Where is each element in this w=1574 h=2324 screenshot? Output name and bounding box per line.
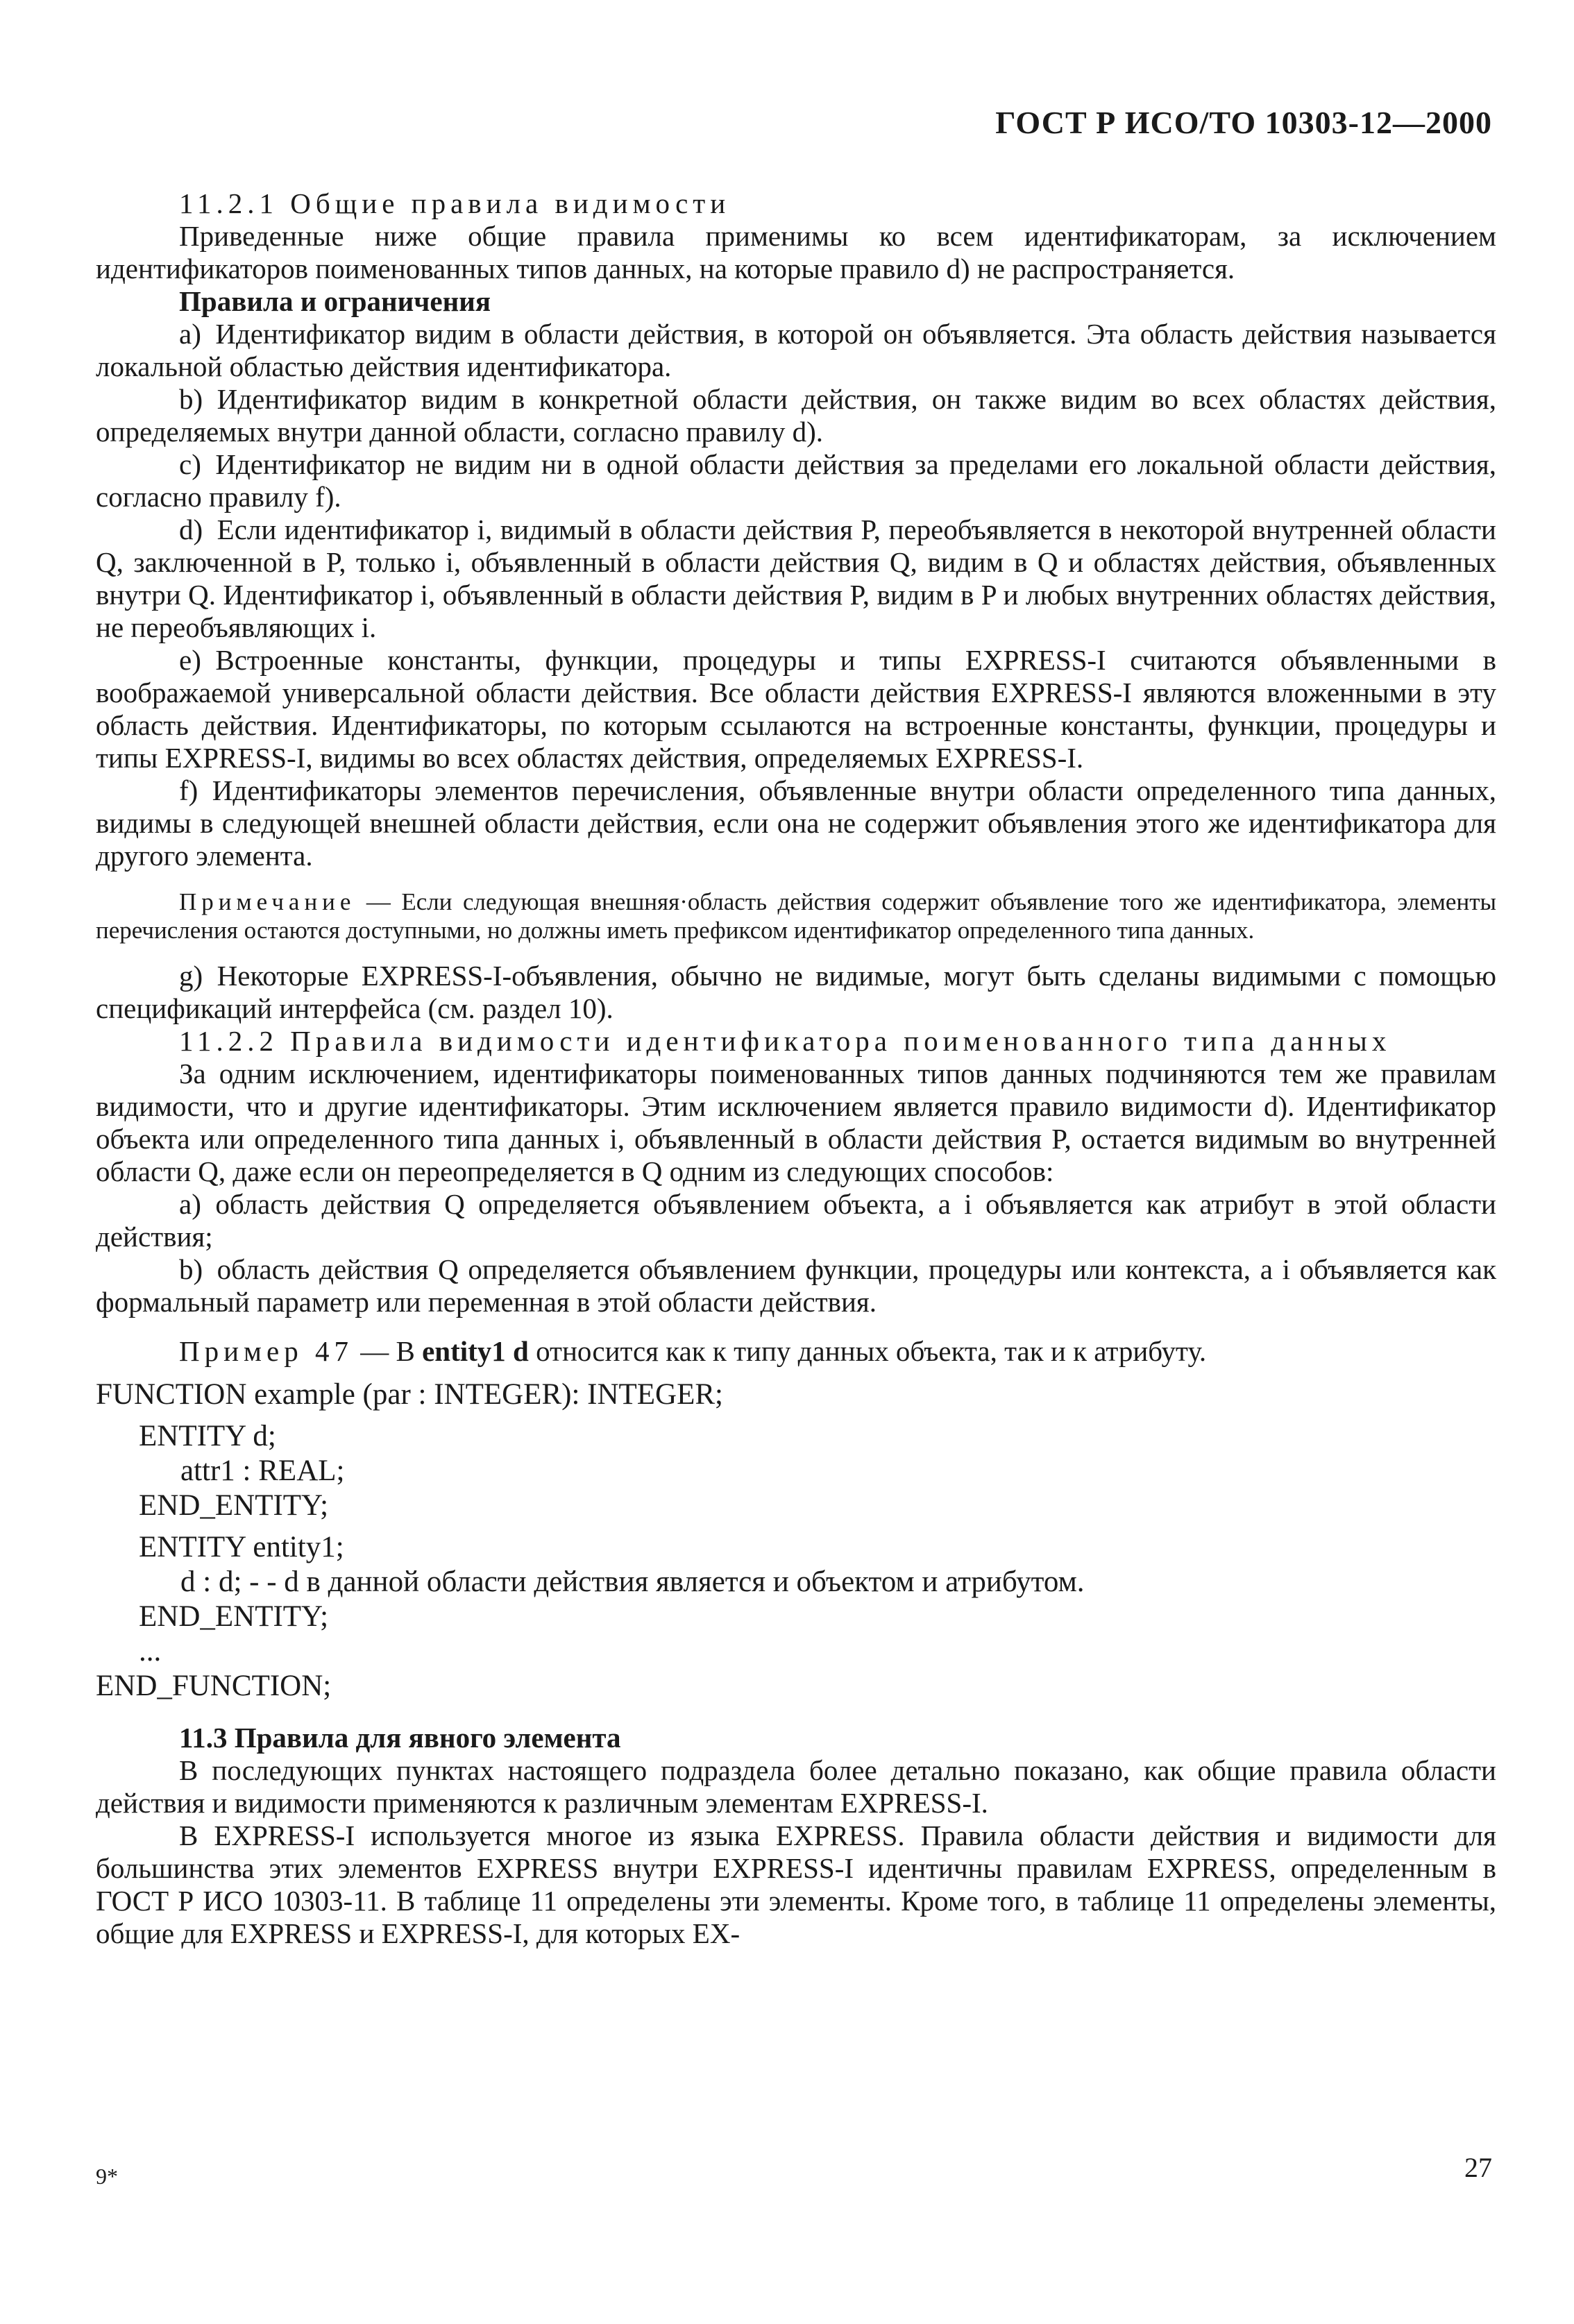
section-heading-11-3: 11.3 Правила для явного элемента <box>179 1722 621 1754</box>
note-paragraph <box>96 888 1496 944</box>
footer-sheet-mark: 9* <box>96 2164 118 2189</box>
document-header: ГОСТ Р ИСО/ТО 10303-12—2000 <box>995 105 1492 140</box>
code-line-function: FUNCTION example (par : INTEGER): INTEGER; <box>96 1378 723 1411</box>
section-intro: Приведенные ниже общие правила применимы ко всем идентификаторам, за исключением идентификаторов поименованных типов данных, на которые правило d) не распространяется. <box>96 220 1496 285</box>
code-line-entity-d: ENTITY d; <box>139 1420 276 1452</box>
section-11-2-2-item-b: b) область действия Q определяется объявлением функции, процедуры или контекста, а i объявляется как формальный параметр или переменная в этой области действия. <box>96 1253 1496 1318</box>
code-line-end-function: END_FUNCTION; <box>96 1670 332 1702</box>
code-line-ellipsis: ... <box>139 1635 162 1668</box>
section-heading-11-2-1: 11.2.1 Общие правила видимости <box>179 187 731 219</box>
example-label: Пример 47 <box>179 1335 353 1367</box>
code-line-d-d: d : d; - - d в данной области действия является и объектом и атрибутом. <box>180 1566 1085 1598</box>
rule-b: b) Идентификатор видим в конкретной области действия, он также видим во всех областях действия, определяемых внутри данной области, согласно правилу d). <box>96 383 1496 448</box>
code-line-end-entity-2: END_ENTITY; <box>139 1600 329 1633</box>
code-line-entity-entity1: ENTITY entity1; <box>139 1531 344 1563</box>
rule-d: d) Если идентификатор i, видимый в области действия P, переобъявляется в некоторой внутренней области Q, заключенной в P, только i, объявленный в области действия Q, видим в Q и областях действия, объявленных внутри Q. Идентификатор i, объявленный в области действия P, видим в P и любых внутренних областях действия, не переобъявляющих i. <box>96 514 1496 643</box>
example-text-before: — В <box>353 1335 423 1367</box>
rules-heading: Правила и ограничения <box>179 285 491 317</box>
note-label: Примечание <box>179 888 356 915</box>
page-number: 27 <box>1464 2152 1492 2183</box>
rule-g: g) Некоторые EXPRESS-I-объявления, обычно не видимые, могут быть сделаны видимыми с помощью спецификаций интерфейса (см. раздел 10). <box>96 960 1496 1024</box>
section-11-3-paragraph-1: В последующих пунктах настоящего подраздела более детально показано, как общие правила области действия и видимости применяются к различным элементам EXPRESS-I. <box>96 1754 1496 1819</box>
rule-f: f) Идентификаторы элементов перечисления, объявленные внутри области определенного типа данных, видимы в следующей внешней области действия, если она не содержит объявления этого же идентификатора для другого элемента. <box>96 774 1496 872</box>
section-11-2-2-item-a: a) область действия Q определяется объявлением объекта, а i объявляется как атрибут в этой области действия; <box>96 1188 1496 1253</box>
example-caption <box>96 1335 1496 1368</box>
code-line-end-entity-1: END_ENTITY; <box>139 1489 329 1522</box>
rule-e: e) Встроенные константы, функции, процедуры и типы EXPRESS-I считаются объявленными в воображаемой универсальной области действия. Все области действия EXPRESS-I являются вложенными в эту область действия. Идентификаторы, по которым ссылаются на встроенные константы, функции, процедуры и типы EXPRESS-I, видимы во всех областях действия, определяемых EXPRESS-I. <box>96 644 1496 774</box>
note-text: — Если следующая внешняя·область действия содержит объявление того же идентификатора, элементы перечисления остаются доступными, но должны иметь префиксом идентификатор определенного типа данных. <box>96 888 1496 944</box>
code-line-attr1: attr1 : REAL; <box>180 1454 345 1487</box>
section-11-2-2-text: За одним исключением, идентификаторы поименованных типов данных подчиняются тем же правилам видимости, что и другие идентификаторы. Этим исключением является правило видимости d). Идентификатор объекта или определенного типа данных i, объявленный в области действия P, остается видимым во внутренней области Q, даже если он переопределяется в Q одним из следующих способов: <box>96 1058 1496 1187</box>
rule-c: c) Идентификатор не видим ни в одной области действия за пределами его локальной области действия, согласно правилу f). <box>96 448 1496 513</box>
section-11-3-paragraph-2: В EXPRESS-I используется многое из языка EXPRESS. Правила области действия и видимости для большинства этих элементов EXPRESS внутри EXPRESS-I идентичны правилам EXPRESS, определенным в ГОСТ Р ИСО 10303-11. В таблице 11 определены эти элементы. Кроме того, в таблице 11 определены элементы, общие для EXPRESS и EXPRESS-I, для которых EX- <box>96 1820 1496 1949</box>
example-bold-part: entity1 d <box>422 1335 529 1367</box>
page-content <box>96 187 1496 1950</box>
section-heading-11-2-2: 11.2.2 Правила видимости идентификатора поименованного типа данных <box>179 1025 1391 1057</box>
rule-a: a) Идентификатор видим в области действия, в которой он объявляется. Эта область действия называется локальной областью действия идентификатора. <box>96 318 1496 382</box>
example-text-after: относится как к типу данных объекта, так и к атрибуту. <box>528 1335 1207 1367</box>
